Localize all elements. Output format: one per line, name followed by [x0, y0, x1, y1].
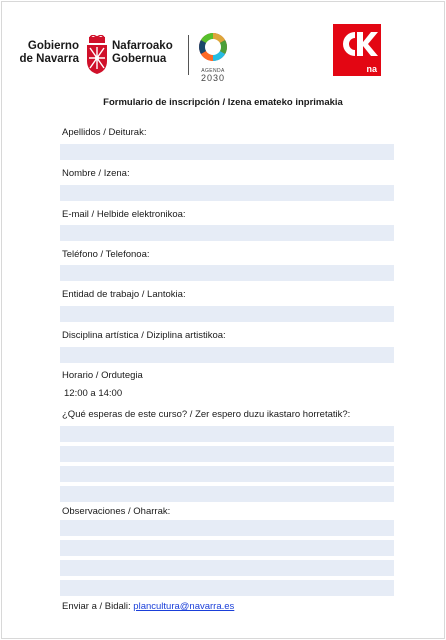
observaciones-field-line4[interactable] [60, 580, 394, 596]
espera-label: ¿Qué esperas de este curso? / Zer espero duzu ikastaro horretatik?: [62, 409, 351, 420]
horario-value: 12:00 a 14:00 [64, 388, 123, 399]
espera-field-line4[interactable] [60, 486, 394, 502]
gov-logo-text-right [112, 40, 173, 66]
observaciones-field-line3[interactable] [60, 560, 394, 576]
telefono-label: Teléfono / Telefonoa: [62, 249, 150, 260]
ck-suffix: na [366, 64, 377, 74]
email-link[interactable]: plancultura@navarra.es [133, 601, 235, 612]
disciplina-label: Disciplina artística / Diziplina artistikoa: [62, 330, 226, 341]
email-field[interactable] [60, 225, 394, 241]
sdg-wheel-icon [198, 32, 228, 62]
observaciones-field-line2[interactable] [60, 540, 394, 556]
agenda-year: 2030 [200, 73, 226, 83]
email-label: E-mail / Helbide elektronikoa: [62, 209, 186, 220]
observaciones-field-line1[interactable] [60, 520, 394, 536]
entidad-field[interactable] [60, 306, 394, 322]
espera-field-line3[interactable] [60, 466, 394, 482]
ck-logo [333, 24, 381, 76]
ck-mark-icon [333, 24, 381, 64]
agenda-2030-logo [196, 32, 230, 83]
horario-label: Horario / Ordutegia [62, 370, 143, 381]
gov-left-line1: Gobierno [27, 40, 79, 52]
gov-logo-text-left [17, 40, 79, 66]
gov-left-line2: de Navarra [19, 53, 79, 65]
disciplina-field[interactable] [60, 347, 394, 363]
agenda-label: AGENDA [201, 68, 225, 74]
telefono-field[interactable] [60, 265, 394, 281]
gov-right-line2: Gobernua [112, 53, 167, 65]
apellidos-label: Apellidos / Deiturak: [62, 127, 147, 138]
nombre-label: Nombre / Izena: [62, 168, 130, 179]
observaciones-label: Observaciones / Oharrak: [62, 506, 171, 517]
gov-right-line1: Nafarroako [112, 40, 173, 52]
nombre-field[interactable] [60, 185, 394, 201]
navarra-shield-icon [85, 35, 109, 75]
logo-divider [188, 35, 189, 75]
entidad-label: Entidad de trabajo / Lantokia: [62, 289, 186, 300]
send-to-label: Enviar a / Bidali: [62, 601, 134, 612]
espera-field-line1[interactable] [60, 426, 394, 442]
apellidos-field[interactable] [60, 144, 394, 160]
send-to-line [62, 601, 234, 612]
form-title: Formulario de inscripción / Izena emateko inprimakia [103, 97, 343, 108]
espera-field-line2[interactable] [60, 446, 394, 462]
